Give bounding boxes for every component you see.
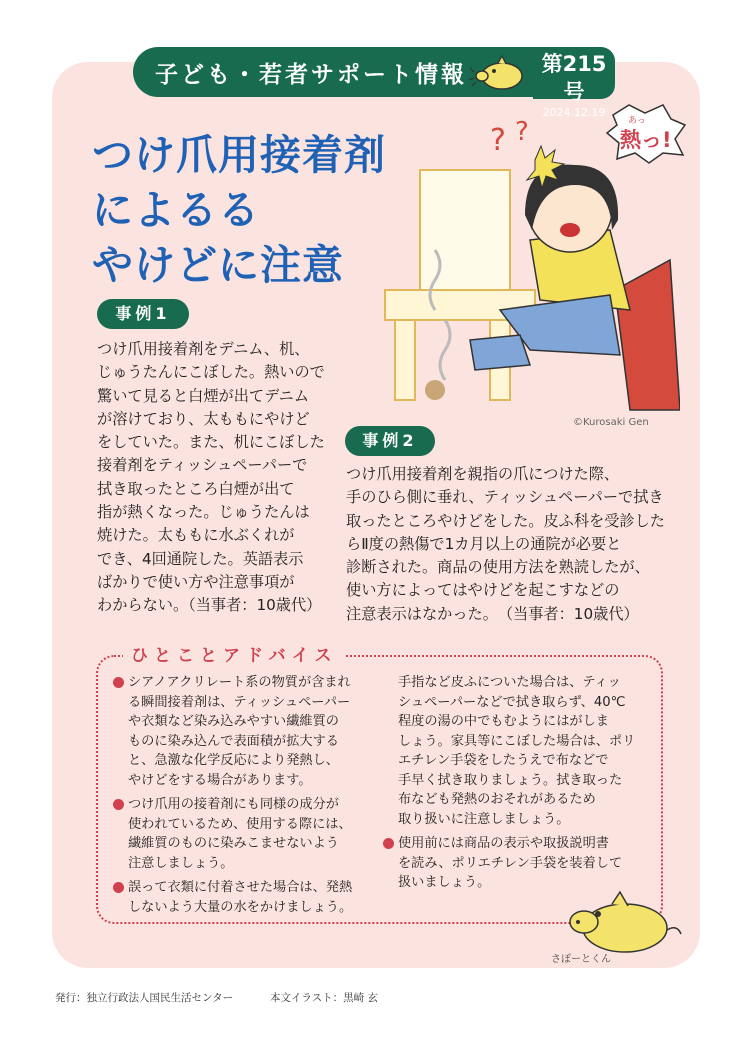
bullet-dot-icon bbox=[383, 838, 394, 849]
boar-mascot-icon bbox=[468, 52, 530, 94]
advice-line: ものに染み込んで表面積が拡大する bbox=[128, 733, 339, 749]
advice-column-right bbox=[382, 673, 662, 898]
case1-line: ばかりで使い方や注意事項が bbox=[97, 572, 295, 591]
case1-text bbox=[97, 338, 325, 618]
case2-line: 使い方によってはやけどを起こすなどの bbox=[346, 581, 620, 600]
advice-line: 注意しましょう。 bbox=[128, 855, 234, 871]
advice-line: を読み、ポリエチレン手袋を装着して bbox=[398, 855, 623, 871]
svg-text:?: ? bbox=[490, 123, 506, 158]
case1-line: じゅうたんにこぼした。熱いので bbox=[97, 363, 325, 382]
title-line-3: やけどに注意 bbox=[92, 241, 344, 289]
footer-illustrator: 本文イラスト：黒崎 玄 bbox=[270, 992, 379, 1004]
advice-title: ひとことアドバイス bbox=[123, 641, 346, 666]
advice-line: 繊維質のものに染みこませないよう bbox=[128, 836, 339, 851]
advice-item bbox=[112, 673, 377, 790]
advice-line: る瞬間接着剤は、ティッシュペーパー bbox=[128, 694, 351, 710]
header-title: 子ども・若者サポート情報 bbox=[155, 61, 467, 88]
advice-line: エチレン手袋をしたうえで布などで bbox=[398, 753, 609, 768]
case1-line: が溶けており、太ももにやけど bbox=[97, 409, 310, 428]
case2-line: らⅡ度の熱傷で1カ月以上の通院が必要と bbox=[346, 534, 622, 553]
case2-line: 注意表示はなかった。 （当事者：10歳代） bbox=[346, 604, 639, 623]
advice-line: やけどをする場合があります。 bbox=[128, 772, 312, 788]
case2-line: 取ったところやけどをした。皮ふ科を受診した bbox=[346, 511, 665, 530]
case2-label: 事例2 bbox=[345, 426, 435, 456]
case1-line: 指が熱くなった。じゅうたんは bbox=[97, 503, 310, 522]
advice-line: つけ爪用の接着剤にも同様の成分が bbox=[128, 797, 339, 812]
illustration-copyright: ©Kurosaki Gen bbox=[573, 417, 649, 428]
advice-line: シアノアクリレート系の物質が含まれ bbox=[128, 675, 351, 690]
issue-date: 2024.12.19 bbox=[542, 106, 606, 119]
advice-item bbox=[382, 834, 662, 893]
advice-line: 取り扱いに注意しましょう。 bbox=[398, 811, 570, 827]
case2-line: 診断された。商品の使用方法を熟読したが、 bbox=[346, 558, 650, 577]
advice-line: しないよう大量の水をかけましょう。 bbox=[128, 899, 353, 915]
advice-line: シュペーパーなどで拭き取らず、40℃ bbox=[398, 694, 626, 710]
chair-shape bbox=[615, 260, 680, 410]
svg-text:?: ? bbox=[515, 117, 529, 147]
case2-line: つけ爪用接着剤を親指の爪につけた際、 bbox=[346, 465, 620, 483]
bullet-dot-icon bbox=[113, 799, 124, 810]
advice-line: 使用前には商品の表示や取扱説明書 bbox=[398, 836, 609, 851]
advice-line: しょう。家具等にこぼした場合は、ポリ bbox=[398, 733, 636, 749]
footer-publisher: 発行：独立行政法人国民生活センター bbox=[55, 992, 234, 1004]
advice-line: 使われているため、使用する際には、 bbox=[128, 816, 352, 832]
title-line-2: によるる bbox=[92, 186, 260, 234]
mascot-boar-icon bbox=[560, 888, 690, 956]
advice-line: 手指など皮ふについた場合は、ティッ bbox=[398, 675, 621, 690]
case1-line: わからない。（当事者：10歳代） bbox=[97, 596, 322, 615]
case1-line: 焼けた。太ももに水ぶくれが bbox=[97, 526, 295, 545]
exclaim-big: 熱っ! bbox=[620, 128, 672, 152]
advice-line: 布なども発熱のおそれがあるため bbox=[398, 792, 596, 807]
advice-line: と、急激な化学反応により発熱し、 bbox=[128, 753, 339, 768]
bullet-dot-icon bbox=[113, 677, 124, 688]
advice-item bbox=[112, 795, 377, 873]
bullet-dot-icon bbox=[113, 882, 124, 893]
title-line-1: つけ爪用接着剤 bbox=[92, 131, 386, 179]
advice-column-left bbox=[112, 673, 377, 922]
advice-item bbox=[112, 878, 377, 917]
case1-line: 驚いて見ると白煙が出てデニム bbox=[97, 386, 310, 405]
case1-line: をしていた。また、机にこぼした bbox=[97, 433, 325, 452]
case2-text bbox=[346, 463, 665, 626]
case1-line: つけ爪用接着剤をデニム、机、 bbox=[97, 340, 310, 358]
mascot-name: さぽーとくん bbox=[551, 954, 611, 965]
advice-line: や衣類など染み込みやすい繊維質の bbox=[128, 714, 339, 729]
advice-line: 程度の湯の中でもむようにはがしま bbox=[398, 714, 609, 729]
case1-line: 接着剤をティッシュペーパーで bbox=[97, 456, 308, 475]
mirror-shape bbox=[420, 170, 510, 290]
case1-line: 拭き取ったところ白煙が出て bbox=[97, 479, 295, 498]
advice-item bbox=[382, 673, 662, 829]
issue-badge bbox=[533, 47, 615, 119]
advice-line: 誤って衣類に付着させた場合は、発熱 bbox=[128, 880, 353, 895]
main-title bbox=[92, 128, 386, 293]
issue-number: 第215号 bbox=[541, 52, 607, 104]
case2-line: 手のひら側に垂れ、ティッシュペーパーで拭き bbox=[346, 488, 664, 507]
case1-line: でき、4回通院した。英語表示 bbox=[97, 549, 304, 568]
exclaim-small: あっ bbox=[628, 116, 646, 126]
case1-label: 事例1 bbox=[97, 299, 189, 329]
advice-line: 手早く拭き取りましょう。拭き取った bbox=[398, 772, 623, 788]
advice-line: 扱いましょう。 bbox=[398, 875, 491, 890]
